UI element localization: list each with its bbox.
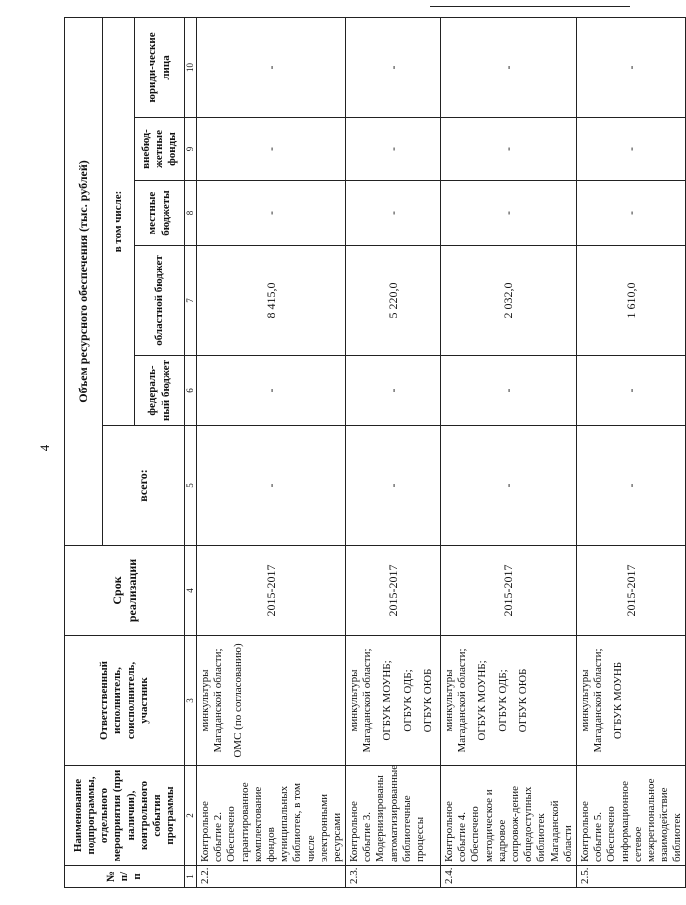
row-federal: - — [197, 356, 346, 426]
column-number: 6 — [185, 356, 197, 426]
row-term: 2015-2017 — [576, 546, 686, 636]
row-federal: - — [346, 356, 441, 426]
header-num: № п/п — [65, 866, 185, 888]
responsible-line: ОГБУК ОЮБ — [516, 668, 529, 733]
page-number: 4 — [37, 444, 52, 452]
column-number: 2 — [185, 766, 197, 866]
row-total: - — [576, 426, 686, 546]
row-offbudget: - — [441, 118, 577, 181]
row-responsible — [197, 636, 346, 766]
header-total: всего: — [103, 426, 185, 546]
header-resources: Объем ресурсного обеспечения (тыс. рублей) — [65, 17, 103, 545]
header-federal: федераль-ный бюджет — [135, 356, 185, 426]
row-offbudget: - — [346, 118, 441, 181]
row-regional: 1 610,0 — [576, 246, 686, 356]
rotated-table-container — [64, 18, 684, 888]
responsible-line: ОМС (по согласованию) — [232, 643, 245, 758]
row-regional: 8 415,0 — [197, 246, 346, 356]
responsible-line: ОГБУК МОУНБ — [612, 661, 625, 740]
column-number: 1 — [185, 866, 197, 888]
column-number: 10 — [185, 17, 197, 117]
row-name: Контрольное событие 5. Обеспечено информационное сетевое межрегиональное взаимодействие библиотек — [576, 766, 686, 866]
resource-table — [64, 17, 686, 888]
table-row — [441, 17, 577, 887]
row-total: - — [346, 426, 441, 546]
column-number: 9 — [185, 118, 197, 181]
row-offbudget: - — [197, 118, 346, 181]
responsible-line: ОГБУК ОЮБ — [421, 668, 434, 733]
column-number: 8 — [185, 181, 197, 246]
column-number-row — [185, 17, 197, 887]
table-row — [197, 17, 346, 887]
row-legal: - — [197, 17, 346, 117]
row-name: Контрольное событие 2. Обеспечено гарантированное комплектование фондов муниципальных библиотек, в том числе электронными ресурсами — [197, 766, 346, 866]
row-total: - — [441, 426, 577, 546]
row-local: - — [576, 181, 686, 246]
row-responsible — [576, 636, 686, 766]
row-legal: - — [346, 17, 441, 117]
header-including: в том числе: — [103, 17, 135, 425]
table-row — [346, 17, 441, 887]
responsible-line: ОГБУК ОДБ; — [401, 669, 414, 732]
row-num: 2.2. — [197, 866, 346, 888]
table-row — [576, 17, 686, 887]
row-term: 2015-2017 — [346, 546, 441, 636]
responsible-line: ОГБУК МОУНБ; — [381, 660, 394, 741]
responsible-line: минкультуры Магаданской области; — [578, 648, 605, 753]
column-number: 4 — [185, 546, 197, 636]
row-num: 2.3. — [346, 866, 441, 888]
header-term: Срок реализации — [65, 546, 185, 636]
row-legal: - — [441, 17, 577, 117]
column-number: 7 — [185, 246, 197, 356]
row-total: - — [197, 426, 346, 546]
responsible-line: минкультуры Магаданской области; — [443, 648, 469, 753]
header-offbudget: внебюд-жетные фонды — [135, 118, 185, 181]
row-responsible — [346, 636, 441, 766]
header-responsible: Ответственный исполнитель, соисполнитель, участник — [65, 636, 185, 766]
row-local: - — [346, 181, 441, 246]
scan-top-line — [430, 6, 630, 7]
responsible-line: минкультуры Магаданской области; — [199, 648, 225, 753]
row-offbudget: - — [576, 118, 686, 181]
row-legal: - — [576, 17, 686, 117]
row-num: 2.5. — [576, 866, 686, 888]
responsible-line: минкультуры Магаданской области; — [348, 648, 374, 753]
row-federal: - — [576, 356, 686, 426]
row-num: 2.4. — [441, 866, 577, 888]
row-local: - — [441, 181, 577, 246]
responsible-line: ОГБУК МОУНБ; — [476, 660, 489, 741]
responsible-line: ОГБУК ОДБ; — [496, 669, 509, 732]
row-responsible — [441, 636, 577, 766]
header-local: местные бюджеты — [135, 181, 185, 246]
row-local: - — [197, 181, 346, 246]
header-regional: областной бюджет — [135, 246, 185, 356]
row-federal: - — [441, 356, 577, 426]
column-number: 5 — [185, 426, 197, 546]
column-number: 3 — [185, 636, 197, 766]
row-name: Контрольное событие 3. Модернизированы автоматизированные библиотечные процессы — [346, 766, 441, 866]
row-term: 2015-2017 — [441, 546, 577, 636]
row-term: 2015-2017 — [197, 546, 346, 636]
row-regional: 5 220,0 — [346, 246, 441, 356]
header-name: Наименование подпрограммы, отдельного мероприятия (при наличии), контрольного события программы — [65, 766, 185, 866]
header-legal: юриди-ческие лица — [135, 17, 185, 117]
row-name: Контрольное событие 4. Обеспечено методическое и кадровое сопровож-дение общедоступных библиотек Магаданской области — [441, 766, 577, 866]
row-regional: 2 032,0 — [441, 246, 577, 356]
